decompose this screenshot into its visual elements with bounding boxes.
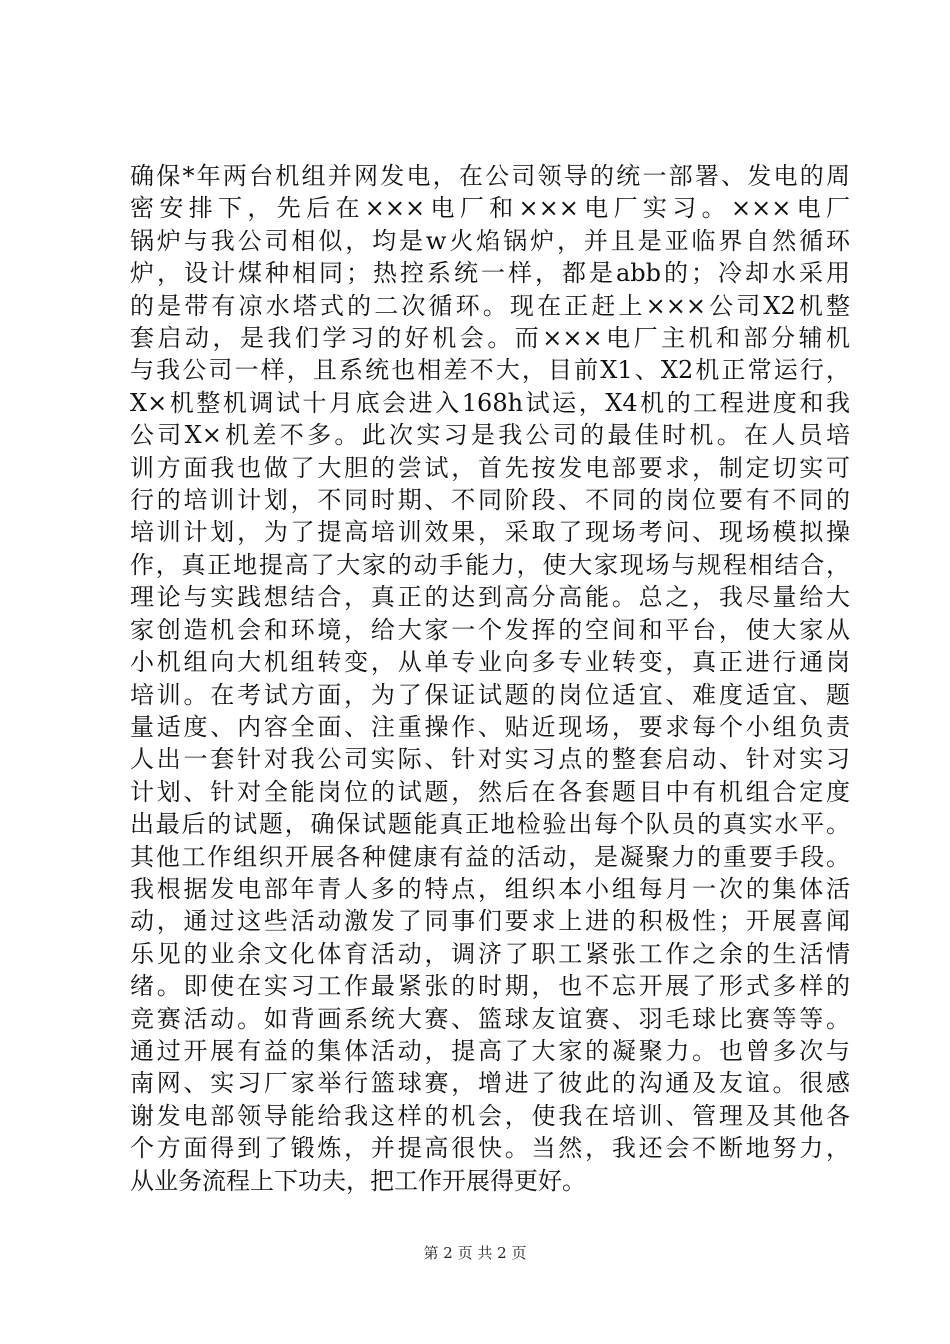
text-line: 确保*年两台机组并网发电，在公司领导的统一部署、发电的周	[130, 162, 850, 190]
text-line: 动，通过这些活动激发了同事们要求上进的积极性；开展喜闻	[130, 907, 850, 936]
text-line: 人出一套针对我公司实际、针对实习点的整套启动、针对实习	[130, 745, 850, 774]
text-line: 乐见的业余文化体育活动，调济了职工紧张工作之余的生活情	[130, 939, 850, 968]
text-line: 我根据发电部年青人多的特点，组织本小组每月一次的集体活	[130, 874, 850, 903]
text-line: 的是带有凉水塔式的二次循环。现在正赶上×××公司X2机整	[130, 291, 850, 320]
text-line: 家创造机会和环境，给大家一个发挥的空间和平台，使大家从	[130, 615, 850, 644]
page-number-label: 第 2 页 共 2 页	[423, 1244, 527, 1262]
text-line: 理论与实践想结合，真正的达到高分高能。总之，我尽量给大	[130, 583, 850, 612]
text-line: 绪。即使在实习工作最紧张的时期，也不忘开展了形式多样的	[130, 972, 850, 1001]
text-line: 竞赛活动。如背画系统大赛、篮球友谊赛、羽毛球比赛等等。	[130, 1004, 850, 1033]
text-line: 出最后的试题，确保试题能真正地检验出每个队员的真实水平。	[130, 810, 850, 839]
text-line: 个方面得到了锻炼，并提高很快。当然，我还会不断地努力，	[130, 1134, 850, 1163]
text-line: 作，真正地提高了大家的动手能力，使大家现场与规程相结合，	[130, 550, 850, 579]
text-line: 锅炉与我公司相似，均是w火焰锅炉，并且是亚临界自然循环	[130, 226, 850, 255]
body-paragraph	[130, 160, 850, 1197]
text-line: 套启动，是我们学习的好机会。而×××电厂主机和部分辅机	[130, 324, 850, 353]
text-line: 行的培训计划，不同时期、不同阶段、不同的岗位要有不同的	[130, 486, 850, 515]
text-line: 训方面我也做了大胆的尝试，首先按发电部要求，制定切实可	[130, 453, 850, 482]
text-line: 南网、实习厂家举行篮球赛，增进了彼此的沟通及友谊。很感	[130, 1069, 850, 1098]
text-line: X×机整机调试十月底会进入168h试运，X4机的工程进度和我	[130, 388, 850, 417]
text-line: 谢发电部领导能给我这样的机会，使我在培训、管理及其他各	[130, 1101, 850, 1130]
text-line: 培训。在考试方面，为了保证试题的岗位适宜、难度适宜、题	[130, 680, 850, 709]
text-line: 小机组向大机组转变，从单专业向多专业转变，真正进行通岗	[130, 648, 850, 677]
text-line: 公司X×机差不多。此次实习是我公司的最佳时机。在人员培	[130, 421, 850, 450]
text-line: 从业务流程上下功夫，把工作开展得更好。	[130, 1166, 586, 1195]
text-line: 炉，设计煤种相同；热控系统一样，都是abb的；冷却水采用	[130, 259, 850, 288]
text-line: 培训计划，为了提高培训效果，采取了现场考问、现场模拟操	[130, 518, 850, 547]
text-line: 计划、针对全能岗位的试题，然后在各套题目中有机组合定度	[130, 777, 850, 806]
page-footer	[0, 1242, 950, 1263]
text-line: 通过开展有益的集体活动，提高了大家的凝聚力。也曾多次与	[130, 1036, 850, 1065]
text-line: 与我公司一样，且系统也相差不大，目前X1、X2机正常运行，	[130, 356, 850, 385]
text-line: 密安排下，先后在×××电厂和×××电厂实习。×××电厂	[130, 194, 850, 223]
text-line: 量适度、内容全面、注重操作、贴近现场，要求每个小组负责	[130, 712, 850, 741]
text-line: 其他工作组织开展各种健康有益的活动，是凝聚力的重要手段。	[130, 842, 850, 871]
